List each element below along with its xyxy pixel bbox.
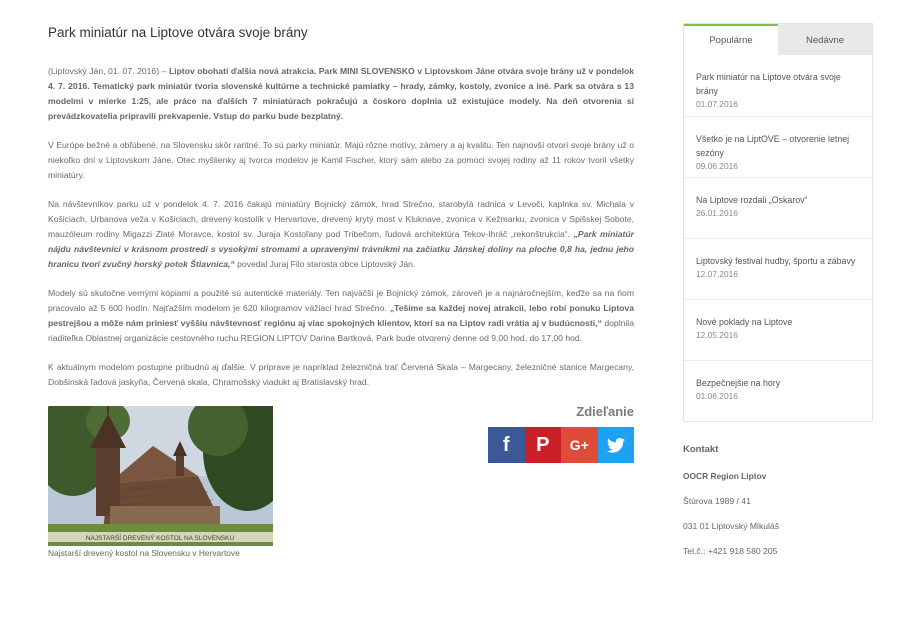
photo-caption: Najstarší drevený kostol na Slovensku v Hervartove xyxy=(48,548,240,558)
tab-recent[interactable]: Nedávne xyxy=(778,24,872,55)
list-item[interactable] xyxy=(684,55,872,116)
post-date: 12.05.2016 xyxy=(696,330,738,340)
post-title[interactable]: Na Liptove rozdali „Oskarov“ xyxy=(696,195,808,205)
twitter-share-button[interactable] xyxy=(598,427,635,463)
p3-quote: „Park miniatúr nájdu návštevníci v krásnom prostredí s vysokými stromami a upravenými trávnikmi na začiatku Jánskej doliny na ploche 0,8 ha, jednu jeho hranicu tvorí zvučný horský potok Štiavnica,“ xyxy=(48,229,634,269)
post-title[interactable]: Park miniatúr na Liptove otvára svoje brány xyxy=(696,72,841,96)
list-item[interactable] xyxy=(684,299,872,360)
twitter-icon xyxy=(607,438,625,453)
list-item[interactable] xyxy=(684,116,872,177)
contact-block xyxy=(683,444,873,557)
posts-list xyxy=(684,55,872,421)
list-item[interactable] xyxy=(684,177,872,238)
article-title: Park miniatúr na Liptove otvára svoje brány xyxy=(48,25,308,40)
share-buttons xyxy=(488,427,634,463)
p4-tail: doplnila riaditeľka Oblastnej organizácie cestovného ruchu REGION LIPTOV Darina Bartková. Park bude otvorený denne od 9,00 hod. do 17,00 hod. xyxy=(48,318,634,343)
p4-text: Modely sú skutočne vernými kópiami a použité sú autentické materiály. Ten najväčší je Bojnický zámok, zároveň je a najnáročnejším, keďže sa na ňom pracovalo až 5 600 hodín. Najťažším modelom je 620 kilogramov vážiaci hrad Strečno. xyxy=(48,288,634,313)
article xyxy=(48,24,634,564)
article-paragraph-3 xyxy=(48,197,634,272)
contact-street: Štúrova 1989 / 41 xyxy=(683,496,751,506)
share-title: Zdieľanie xyxy=(576,404,634,419)
posts-tabs xyxy=(684,24,872,55)
post-date: 01.07.2016 xyxy=(696,99,738,109)
list-item[interactable] xyxy=(684,238,872,299)
facebook-share-button[interactable] xyxy=(488,427,525,463)
google-plus-share-button[interactable] xyxy=(561,427,598,463)
article-paragraph-5: K aktuálnym modelom postupne pribudnú aj ďalšie. V príprave je napríklad železničná trať Červená Skala – Margecany, železničné stanice Margecany, Dobšinská ľadová jaskyňa, Červená skala, Chramošský viadukt aj Bratislavský hrad. xyxy=(48,362,634,387)
post-title[interactable]: Liptovský festival hudby, športu a zábavy xyxy=(696,256,856,266)
article-footer-row xyxy=(48,404,634,564)
list-item[interactable] xyxy=(684,360,872,421)
p3-tail: povedal Juraj Filo starosta obce Liptovský Ján. xyxy=(234,259,416,269)
google-plus-icon: G+ xyxy=(569,437,589,453)
post-date: 01.06.2016 xyxy=(696,391,738,401)
p3-text: Na návštevníkov parku už v pondelok 4. 7. 2016 čakajú miniatúry Bojnický zámok, hrad Strečno, starobylá radnica v Levoči, kaplnka sv. Michala v Košiciach, Urbanova veža v Košiciach, drevený kostolík v Hervartove, drevený krytý most v Kluknave, zvonica v Kežmarku, zvonica v Spišskej Sobote, mauzóleum rodiny Migazzi Zlaté Moravce, kostol sv. Juraja Kostoľany pod Tribečom, ľudová architektúra Tekov-Ihráč „rekonštrukcia“. xyxy=(48,199,634,239)
post-date: 09.06.2016 xyxy=(696,161,738,171)
posts-tabbox xyxy=(683,23,873,422)
contact-org: OOCR Region Liptov xyxy=(683,471,767,481)
post-date: 12.07.2016 xyxy=(696,269,738,279)
photo-sign-text: NAJSTARŠÍ DREVENÝ KOSTOL NA SLOVENSKU xyxy=(85,535,235,542)
post-title[interactable]: Všetko je na LiptOVE – otvorenie letnej sezóny xyxy=(696,134,850,158)
lead-prefix: (Liptovský Ján, 01. 07. 2016) – xyxy=(48,66,169,76)
post-date: 26.01.2016 xyxy=(696,208,738,218)
photo-figure xyxy=(48,406,273,558)
sidebar xyxy=(683,23,873,571)
post-title[interactable]: Nové poklady na Liptove xyxy=(696,317,793,327)
tab-popular[interactable]: Populárne xyxy=(684,24,778,55)
share-box xyxy=(488,404,634,463)
pinterest-share-button[interactable] xyxy=(525,427,562,463)
p4-quote: „Tešíme sa každej novej atrakcii, lebo robí ponuku Liptova pestrejšou a môže nám priniesť vyššiu návštevnosť regiónu aj viac spokojných klientov, ktorí sa na Liptov radi vrátia aj v budúcnosti,“ xyxy=(48,303,634,328)
pinterest-icon: P xyxy=(536,433,550,456)
article-paragraph-2: V Európe bežné a obľúbené, na Slovensku skôr raritné. To sú parky miniatúr. Majú rôzne motívy, zámery a aj kvalitu. Ten najnovší otvorí svoje brány už o niekoľko dní v Liptovskom Jáne. Otec myšlienky aj tvorca modelov je Kamil Fischer, ktorý sám alebo za pomoci svojej rodiny až 11 rokov tvoril všetky miniatúry. xyxy=(48,140,634,180)
article-paragraph-4 xyxy=(48,286,634,346)
post-title[interactable]: Bezpečnejšie na hory xyxy=(696,378,781,388)
lead-bold-text: Liptov obohatí ďalšia nová atrakcia. Park MINI SLOVENSKO v Liptovskom Jáne otvára svoje brány už v pondelok 4. 7. 2016. Tematický park miniatúr tvoria slovenské kultúrne a technické pamiatky – hrady, zámky, kostoly, zvonice a iné. Park sa otvára s 13 modelmi v mierke 1:25, ale práce na ďalších 7 miniatúrach pokračujú a čoskoro doplnia už existujúce modely. Na deň otvorenia si prevádzkovatelia pripravili prekvapenie. Vstup do parku bude bezplatný. xyxy=(48,66,635,121)
contact-phone: Tel.č.: +421 918 580 205 xyxy=(683,546,778,556)
church-photo[interactable] xyxy=(48,406,273,546)
article-lead xyxy=(48,64,634,124)
contact-heading: Kontakt xyxy=(683,444,719,455)
facebook-icon: f xyxy=(502,433,510,456)
contact-city: 031 01 Liptovský Mikuláš xyxy=(683,521,780,531)
